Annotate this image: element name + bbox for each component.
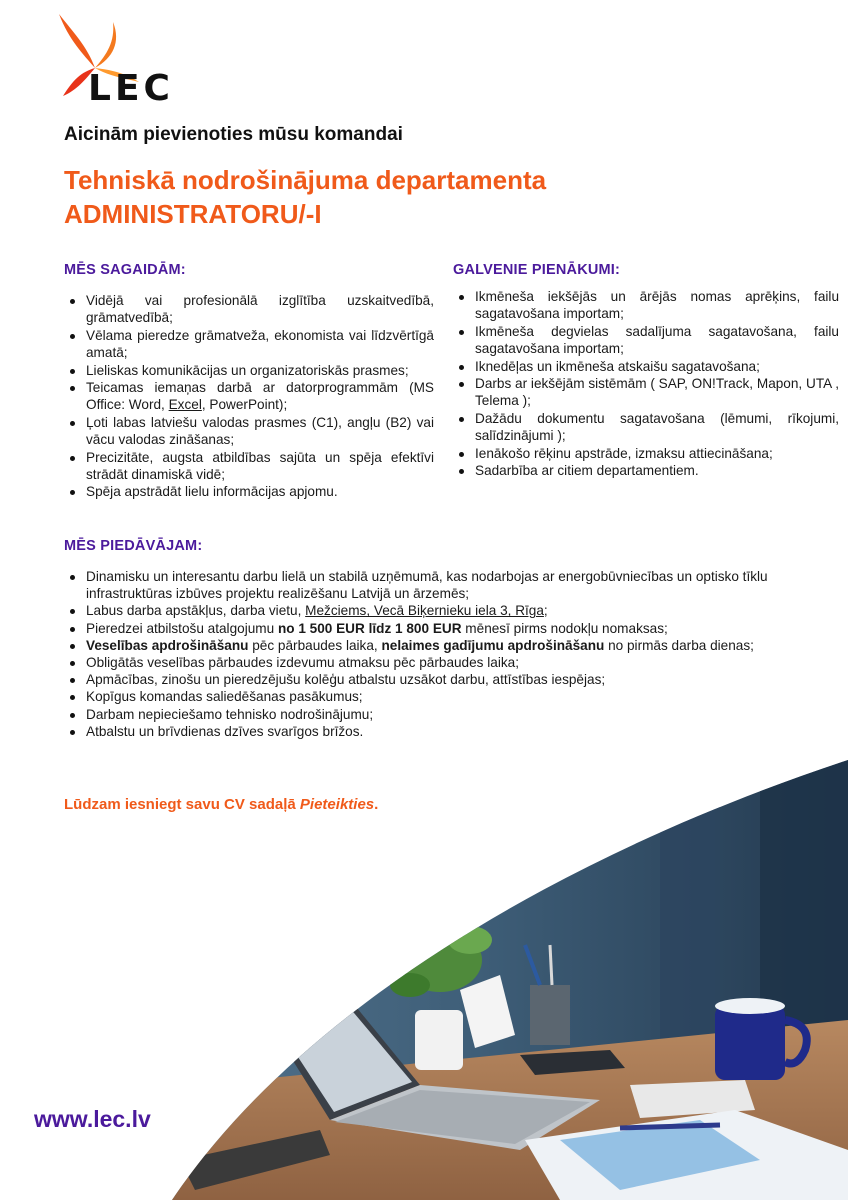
location-link[interactable]: Mežciems, Vecā Biķernieku iela 3, Rīga [305,603,544,619]
list-item [86,379,434,414]
list-item: Atbalstu un brīvdienas dzīves svarīgos brīžos. [86,723,846,740]
duties-list [453,288,839,479]
requirements-list [64,292,434,501]
insurance-text: pēc pārbaudes laika, [248,637,382,653]
tagline: Aicinām pievienoties mūsu komandai [64,124,403,145]
job-title-line-1: Tehniskā nodrošinājuma departamenta [64,165,547,195]
salary-text-end: mēnesī pirms nodokļu nomaksas; [461,620,668,636]
list-item [86,637,846,654]
list-item: Vēlama pieredze grāmatveža, ekonomista vai līdzvērtīgā amatā; [86,327,434,361]
salary-range: no 1 500 EUR līdz 1 800 EUR [277,620,462,636]
list-item: Dažādu dokumentu sagatavošana (lēmumi, rīkojumi, salīdzinājumi ); [475,410,839,444]
location-text: Labus darba apstākļus, darba vietu, [86,603,306,619]
apply-text: Lūdzam iesniegt savu CV sadaļā [64,796,300,813]
requirements-heading: MĒS SAGAIDĀM: [64,262,186,278]
list-item [86,602,846,619]
ms-office-text-end: , PowerPoint); [201,397,288,413]
accident-insurance-text: nelaimes gadījumu apdrošināšanu [381,637,605,653]
ms-office-text: Teicamas iemaņas darbā ar datorprogrammām (MS Office: Word, [86,380,434,413]
brand-logo-text: LEC [88,68,174,109]
offer-list [64,568,846,740]
list-item: Sadarbība ar citiem departamentiem. [475,462,839,479]
excel-text: Excel [168,397,202,413]
list-item: Ienākošo rēķinu apstrāde, izmaksu attiecināšana; [475,445,839,462]
list-item: Darbam nepieciešamo tehnisko nodrošinājumu; [86,706,846,723]
list-item: Iknedēļas un ikmēneša atskaišu sagatavošana; [475,358,839,375]
job-title-line-2: ADMINISTRATORU/-I [64,199,322,229]
list-item: Lieliskas komunikācijas un organizatoriskās prasmes; [86,362,434,379]
offer-heading: MĒS PIEDĀVĀJAM: [64,538,203,554]
list-item [86,620,846,637]
duties-heading: GALVENIE PIENĀKUMI: [453,262,621,278]
location-text-end: ; [543,603,548,619]
list-item: Ikmēneša iekšējās un ārējās nomas aprēķins, failu sagatavošana importam; [475,289,839,322]
health-insurance-text: Veselības apdrošināšanu [86,637,249,653]
job-title [64,163,546,231]
apply-text-end: . [374,796,379,813]
list-item: Darbs ar iekšējām sistēmām ( SAP, ON!Track, Mapon, UTA , Telema ); [475,376,839,409]
list-item: Dinamisku un interesantu darbu lielā un stabilā uzņēmumā, kas nodarbojas ar energobūvniecības un optisko tīklu infrastruktūras izbūves projektu realizēšanu Latvijā un ārzemēs; [86,568,846,602]
list-item: Precizitāte, augsta atbildības sajūta un spēja efektīvi strādāt dinamiskā vidē; [86,449,434,483]
list-item: Ikmēneša degvielas sadalījuma sagatavošana, failu sagatavošana importam; [475,323,839,357]
insurance-text-end: no pirmās darba dienas; [604,637,754,653]
list-item: Vidējā vai profesionālā izglītība uzskaitvedībā, grāmatvedībā; [86,293,434,326]
apply-link[interactable]: Pieteikties [299,796,375,813]
list-item: Kopīgus komandas saliedēšanas pasākumus; [86,688,846,705]
list-item: Spēja apstrādāt lielu informācijas apjomu. [86,483,434,500]
apply-instruction [64,796,378,813]
website-link[interactable]: www.lec.lv [34,1106,151,1132]
list-item: Obligātās veselības pārbaudes izdevumu atmaksu pēc pārbaudes laika; [86,654,846,671]
list-item: Ļoti labas latviešu valodas prasmes (C1), angļu (B2) vai vācu valodas zināšanas; [86,414,434,448]
salary-text: Pieredzei atbilstošu atalgojumu [86,620,278,636]
list-item: Apmācības, zinošu un pieredzējušu kolēģu atbalstu uzsākot darbu, attīstības iespējas; [86,671,846,688]
